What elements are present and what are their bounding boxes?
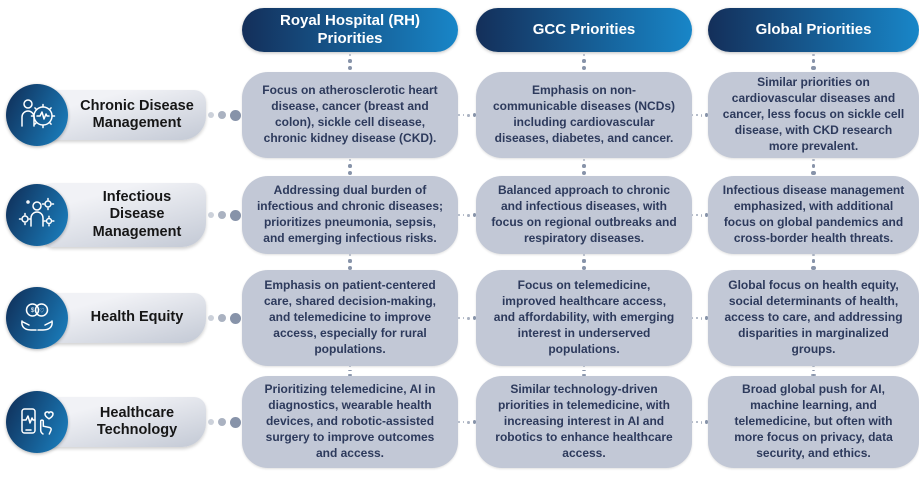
- label-dots-connector: [206, 376, 242, 468]
- dot: [208, 315, 214, 321]
- dot: [696, 114, 697, 116]
- phone-pulse-hand-heart-icon: [17, 402, 57, 442]
- cell-gap-dots-connector: [692, 376, 708, 468]
- vertical-dots-connector: [242, 52, 458, 72]
- dot: [463, 214, 465, 216]
- chronic-disease-management-icon: [6, 84, 68, 146]
- vertical-dots-connector: [242, 254, 458, 270]
- cell-technology-rh: Prioritizing telemedicine, AI in diagnostics, wearable health devices, and robotic-assisted surgery to improve outcomes and access.: [242, 376, 458, 468]
- dot: [582, 66, 587, 71]
- dot: [348, 374, 353, 376]
- cell-gap-dots-connector: [692, 176, 708, 254]
- row-label-health-equity: [6, 270, 206, 366]
- vertical-dots-connector: [476, 52, 692, 72]
- cell-technology-gcc: Similar technology-driven priorities in telemedicine, with increasing interest in AI and robotics to enhance healthcare access.: [476, 376, 692, 468]
- dot: [348, 164, 352, 168]
- dot: [349, 54, 352, 57]
- dot: [701, 214, 703, 217]
- svg-text:♡: ♡: [39, 308, 45, 315]
- vertical-dots-connector: [476, 158, 692, 176]
- cell-chronic-gcc: Emphasis on non-communicable diseases (NCDs) including cardiovascular diseases, diabetes, and cancer.: [476, 72, 692, 158]
- dot: [812, 54, 815, 57]
- column-header-rh: [242, 8, 458, 52]
- row-label-text: Infectious Disease Management: [42, 183, 206, 246]
- cell-equity-global: Global focus on health equity, social determinants of health, access to care, and addressing disparities in marginalized groups.: [708, 270, 919, 366]
- dot: [812, 366, 815, 367]
- dot: [208, 212, 214, 218]
- dot: [463, 421, 465, 423]
- column-header-global-label: Global Priorities: [755, 21, 872, 38]
- row-label-healthcare-technology: [6, 376, 206, 468]
- svg-text:$: $: [30, 307, 35, 315]
- dot: [349, 159, 352, 162]
- cell-infectious-rh: Addressing dual burden of infectious and chronic diseases; prioritizes pneumonia, sepsis, and emerging infectious risks.: [242, 176, 458, 254]
- label-dots-connector: [206, 176, 242, 254]
- dot: [692, 421, 693, 423]
- cell-technology-global: Broad global push for AI, machine learning, and telemedicine, but often with more focus on privacy, data security, and ethics.: [708, 376, 919, 468]
- vertical-dots-connector: [708, 52, 919, 72]
- dot: [473, 213, 476, 217]
- vertical-dots-connector: [708, 366, 919, 376]
- cell-equity-rh: Emphasis on patient-centered care, shared decision-making, and telemedicine to improve access, especially for rural populations.: [242, 270, 458, 366]
- row-label-text: Healthcare Technology: [42, 397, 206, 447]
- dot: [473, 316, 476, 320]
- dot: [696, 317, 697, 319]
- dot: [582, 171, 587, 176]
- dot: [582, 164, 586, 168]
- dot: [705, 420, 708, 424]
- dot: [230, 313, 241, 324]
- dot: [812, 59, 816, 63]
- row-label-chronic-disease-management: [6, 72, 206, 158]
- dot: [582, 259, 586, 262]
- dot: [812, 259, 816, 262]
- dot: [467, 317, 469, 320]
- cell-infectious-global: Infectious disease management emphasized, with additional focus on global pandemics and cross-border health threats.: [708, 176, 919, 254]
- cell-equity-gcc: Focus on telemedicine, improved healthcare access, and affordability, with emerging interest in underserved populations.: [476, 270, 692, 366]
- dot: [349, 366, 352, 367]
- dot: [218, 418, 226, 426]
- dot: [348, 266, 353, 270]
- dot: [463, 114, 465, 116]
- column-header-gcc-label: GCC Priorities: [532, 21, 636, 38]
- dot: [348, 370, 352, 371]
- health-equity-icon: [6, 287, 68, 349]
- cell-gap-dots-connector: [458, 270, 476, 366]
- dot: [811, 374, 816, 376]
- row-label-infectious-disease-management: [6, 176, 206, 254]
- dot: [583, 54, 586, 57]
- vertical-dots-connector: [708, 254, 919, 270]
- dot: [582, 266, 587, 270]
- dot: [812, 164, 816, 168]
- dot: [811, 171, 816, 176]
- dot: [463, 317, 465, 319]
- dot: [230, 210, 241, 221]
- dot: [467, 114, 469, 117]
- cell-gap-dots-connector: [692, 270, 708, 366]
- vertical-dots-connector: [708, 158, 919, 176]
- dot: [812, 159, 815, 162]
- dot: [458, 317, 460, 319]
- dot: [348, 59, 352, 63]
- person-germs-icon: [17, 195, 57, 235]
- cell-gap-dots-connector: [458, 376, 476, 468]
- dot: [348, 171, 353, 176]
- person-gear-pulse-icon: [17, 95, 57, 135]
- vertical-dots-connector: [476, 366, 692, 376]
- dot: [458, 214, 460, 216]
- dot: [349, 254, 352, 256]
- vertical-dots-connector: [242, 366, 458, 376]
- cell-gap-dots-connector: [692, 72, 708, 158]
- infectious-disease-management-icon: [6, 184, 68, 246]
- dot: [811, 66, 816, 71]
- hands-holding-coins-icon: [17, 298, 57, 338]
- dot: [473, 420, 476, 424]
- cell-chronic-rh: Focus on atherosclerotic heart disease, cancer (breast and colon), sickle cell disease, chronic kidney disease (CKD).: [242, 72, 458, 158]
- dot: [208, 112, 214, 118]
- vertical-dots-connector: [242, 158, 458, 176]
- dot: [701, 317, 703, 320]
- dot: [583, 254, 586, 256]
- label-dots-connector: [206, 72, 242, 158]
- dot: [692, 114, 693, 116]
- dot: [692, 214, 693, 216]
- dot: [230, 417, 241, 428]
- dot: [582, 370, 586, 371]
- row-label-text: Chronic Disease Management: [42, 90, 206, 140]
- column-header-global: [708, 8, 919, 52]
- dot: [811, 266, 816, 270]
- cell-gap-dots-connector: [458, 176, 476, 254]
- dot: [696, 421, 697, 423]
- cell-chronic-global: Similar priorities on cardiovascular diseases and cancer, less focus on sickle cell disease, with CKD research more prevalent.: [708, 72, 919, 158]
- dot: [812, 254, 815, 256]
- dot: [583, 366, 586, 367]
- dot: [348, 259, 352, 262]
- dot: [208, 419, 214, 425]
- cell-infectious-gcc: Balanced approach to chronic and infectious diseases, with focus on regional outbreaks and respiratory diseases.: [476, 176, 692, 254]
- dot: [701, 114, 703, 117]
- dot: [583, 159, 586, 162]
- dot: [348, 66, 353, 71]
- dot: [692, 317, 693, 319]
- dot: [473, 113, 476, 117]
- dot: [705, 213, 708, 217]
- dot: [705, 113, 708, 117]
- dot: [230, 110, 241, 121]
- dot: [467, 214, 469, 217]
- dot: [701, 421, 703, 424]
- dot: [458, 421, 460, 423]
- dot: [582, 374, 587, 376]
- label-dots-connector: [206, 270, 242, 366]
- column-header-gcc: [476, 8, 692, 52]
- dot: [812, 370, 816, 371]
- vertical-dots-connector: [476, 254, 692, 270]
- healthcare-technology-icon: [6, 391, 68, 453]
- dot: [582, 59, 586, 63]
- dot: [696, 214, 697, 216]
- dot: [705, 316, 708, 320]
- dot: [467, 421, 469, 424]
- dot: [458, 114, 460, 116]
- dot: [218, 314, 226, 322]
- column-header-rh-label: Royal Hospital (RH) Priorities: [279, 12, 420, 47]
- row-label-text: Health Equity: [42, 293, 206, 343]
- cell-gap-dots-connector: [458, 72, 476, 158]
- dot: [218, 111, 226, 119]
- dot: [218, 211, 226, 219]
